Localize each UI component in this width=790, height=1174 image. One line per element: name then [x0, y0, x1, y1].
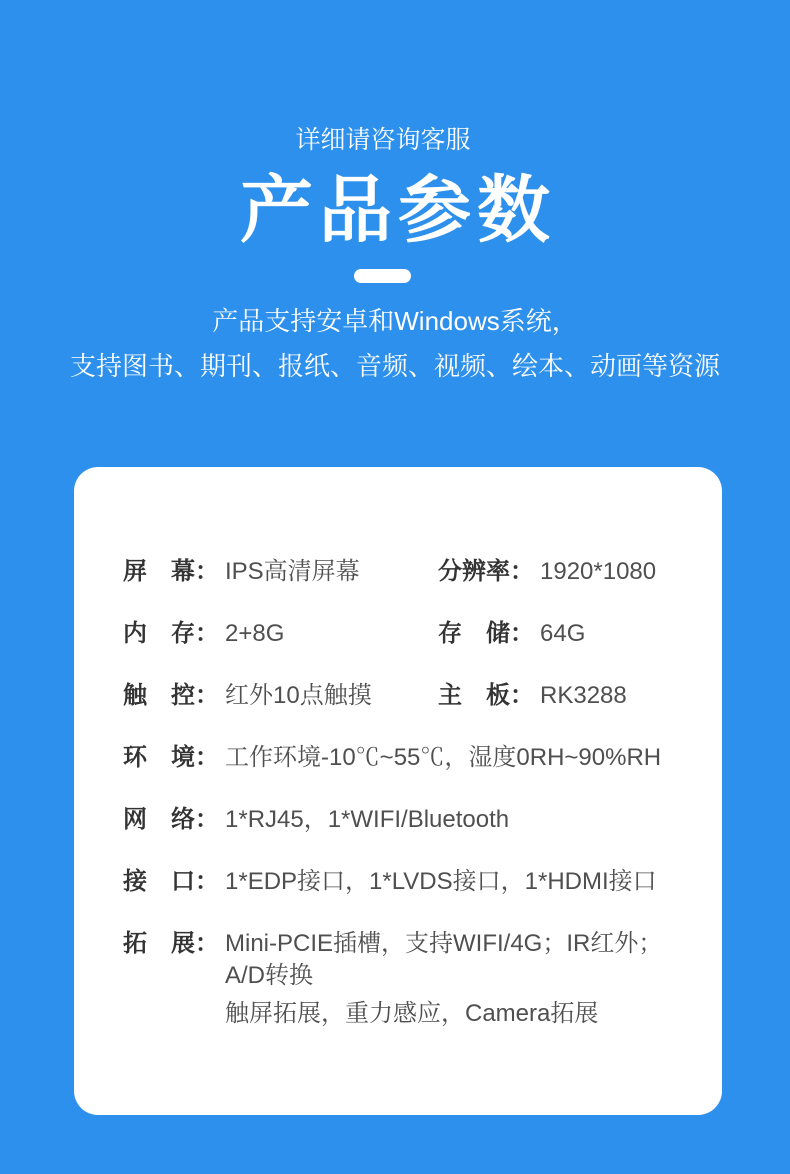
spec-label-resolution: 分辨率 — [438, 558, 510, 585]
contact-notice: 详细请咨询客服 — [295, 126, 471, 154]
spec-label-memory: 内存 — [123, 620, 195, 647]
spec-label-mainboard: 主板 — [438, 682, 510, 709]
spec-label-touch: 触控 — [123, 682, 195, 709]
spec-item-memory — [123, 618, 438, 650]
spec-value-expansion-line2: 触屏拓展，重力感应，Camera拓展 — [225, 1000, 599, 1027]
spec-value-storage: 64G — [540, 620, 586, 647]
spec-label-expansion: 拓展 — [123, 930, 195, 957]
spec-label-screen: 屏幕 — [123, 558, 195, 585]
spec-label-storage: 存储 — [438, 620, 510, 647]
spec-item-touch — [123, 680, 438, 712]
spec-colon: ： — [195, 806, 219, 833]
spec-value-touch: 红外10点触摸 — [225, 682, 372, 709]
spec-row-expansion — [123, 928, 692, 1030]
spec-item-storage — [438, 618, 692, 650]
spec-colon: ： — [195, 558, 219, 585]
spec-value-resolution: 1920*1080 — [540, 558, 657, 585]
hero-section — [0, 0, 790, 389]
spec-item-environment — [123, 742, 692, 774]
title-underline-dash — [354, 269, 411, 283]
spec-row-memory-storage — [123, 618, 692, 650]
spec-value-memory: 2+8G — [225, 620, 285, 647]
spec-item-ports — [123, 866, 692, 898]
spec-value-ports: 1*EDP接口，1*LVDS接口，1*HDMI接口 — [225, 868, 657, 895]
spec-colon: ： — [195, 930, 219, 957]
spec-value-mainboard: RK3288 — [540, 682, 627, 709]
spec-value-expansion-line1: Mini-PCIE插槽，支持WIFI/4G；IR红外；A/D转换 — [225, 930, 663, 989]
specs-card — [74, 467, 722, 1115]
spec-row-environment — [123, 742, 692, 774]
spec-value-network: 1*RJ45，1*WIFI/Bluetooth — [225, 806, 510, 833]
spec-colon: ： — [195, 682, 219, 709]
spec-colon: ： — [195, 744, 219, 771]
spec-value-expansion — [225, 928, 692, 1030]
spec-row-ports — [123, 866, 692, 898]
spec-item-resolution — [438, 556, 692, 588]
page-title: 产品参数 — [240, 170, 556, 251]
spec-row-touch-mainboard — [123, 680, 692, 712]
spec-item-screen — [123, 556, 438, 588]
spec-row-network — [123, 804, 692, 836]
subtitle-line-2: 支持图书、期刊、报纸、音频、视频、绘本、动画等资源 — [69, 351, 720, 381]
spec-row-screen-resolution — [123, 556, 692, 588]
spec-colon: ： — [195, 620, 219, 647]
subtitle-line-1: 产品支持安卓和Windows系统， — [212, 306, 578, 336]
spec-label-environment: 环境 — [123, 744, 195, 771]
spec-item-mainboard — [438, 680, 692, 712]
spec-colon: ： — [510, 682, 534, 709]
spec-item-network — [123, 804, 692, 836]
spec-label-ports: 接口 — [123, 868, 195, 895]
spec-colon: ： — [510, 620, 534, 647]
spec-colon: ： — [510, 558, 534, 585]
spec-label-network: 网络 — [123, 806, 195, 833]
spec-value-screen: IPS高清屏幕 — [225, 558, 360, 585]
spec-item-expansion — [123, 928, 692, 1030]
spec-value-environment: 工作环境-10℃~55℃，湿度0RH~90%RH — [225, 744, 662, 771]
spec-colon: ： — [195, 868, 219, 895]
